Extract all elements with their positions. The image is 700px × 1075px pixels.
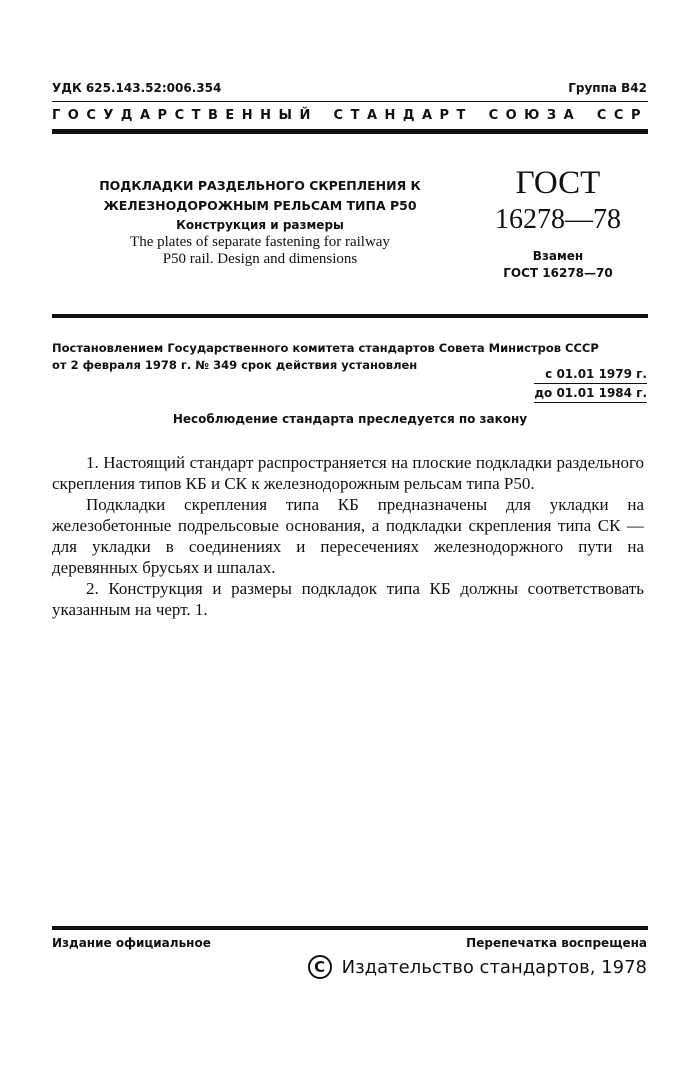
paragraph: 2. Конструкция и размеры подкладок типа КБ должны соответствовать указанным на черт. 1.	[52, 579, 644, 619]
legal-warning: Несоблюдение стандарта преследуется по закону	[172, 412, 528, 426]
title-en-line: The plates of separate fastening for railway	[130, 234, 390, 250]
valid-to: до 01.01 1984 г.	[534, 384, 647, 403]
title-russian	[60, 176, 460, 216]
publisher-line	[308, 955, 647, 979]
body-text	[52, 452, 644, 620]
gost-number: 16278—78	[495, 204, 621, 235]
reprint-prohibited: Перепечатка воспрещена	[466, 936, 647, 950]
top-rule-thick	[52, 129, 648, 134]
gost-label: ГОСТ	[515, 165, 601, 201]
state-standard-banner	[52, 108, 648, 123]
bottom-rule-thick	[52, 926, 648, 930]
middle-rule-thick	[52, 314, 648, 318]
publisher-name: Издательство стандартов, 1978	[341, 956, 647, 978]
document-title-block	[60, 176, 460, 268]
top-rule-thin	[52, 101, 648, 102]
udk-code: УДК 625.143.52:006.354	[52, 81, 222, 95]
validity-period	[534, 365, 647, 403]
title-ru-line: ПОДКЛАДКИ РАЗДЕЛЬНОГО СКРЕПЛЕНИЯ К	[99, 178, 421, 193]
gost-designation	[468, 163, 648, 280]
official-edition: Издание официальное	[52, 936, 211, 950]
title-ru-line: ЖЕЛЕЗНОДОРОЖНЫМ РЕЛЬСАМ ТИПА Р50	[103, 198, 417, 213]
banner-word: СОЮЗА	[488, 108, 582, 123]
title-english	[60, 234, 460, 268]
banner-word: ГОСУДАРСТВЕННЫЙ	[52, 108, 318, 123]
decree-line: от 2 февраля 1978 г. № 349 срок действия установлен	[52, 358, 418, 372]
title-en-line: P50 rail. Design and dimensions	[162, 251, 358, 267]
valid-from: с 01.01 1979 г.	[534, 365, 647, 384]
copyright-icon: C	[308, 955, 332, 979]
paragraph: 1. Настоящий стандарт распространяется на плоские подкладки раздельного скрепления типов КБ и СК к железнодорожным рельсам типа Р50.	[52, 453, 644, 493]
decree-line: Постановлением Государственного комитета стандартов Совета Министров СССР	[52, 341, 599, 355]
replaces-value: ГОСТ 16278—70	[503, 266, 613, 280]
banner-word: ССР	[596, 108, 648, 123]
subtitle-russian: Конструкция и размеры	[176, 218, 344, 232]
group-code: Группа В42	[568, 81, 647, 95]
replaces-label: Взамен	[532, 249, 584, 263]
paragraph: Подкладки скрепления типа КБ предназначены для укладки на железобетонные подрельсовые основания, а подкладки скрепления типа СК — для укладки в соединениях и пересечениях железнодоржного пути на деревянных брусьях и шпалах.	[52, 495, 644, 577]
banner-word: СТАНДАРТ	[333, 108, 473, 123]
